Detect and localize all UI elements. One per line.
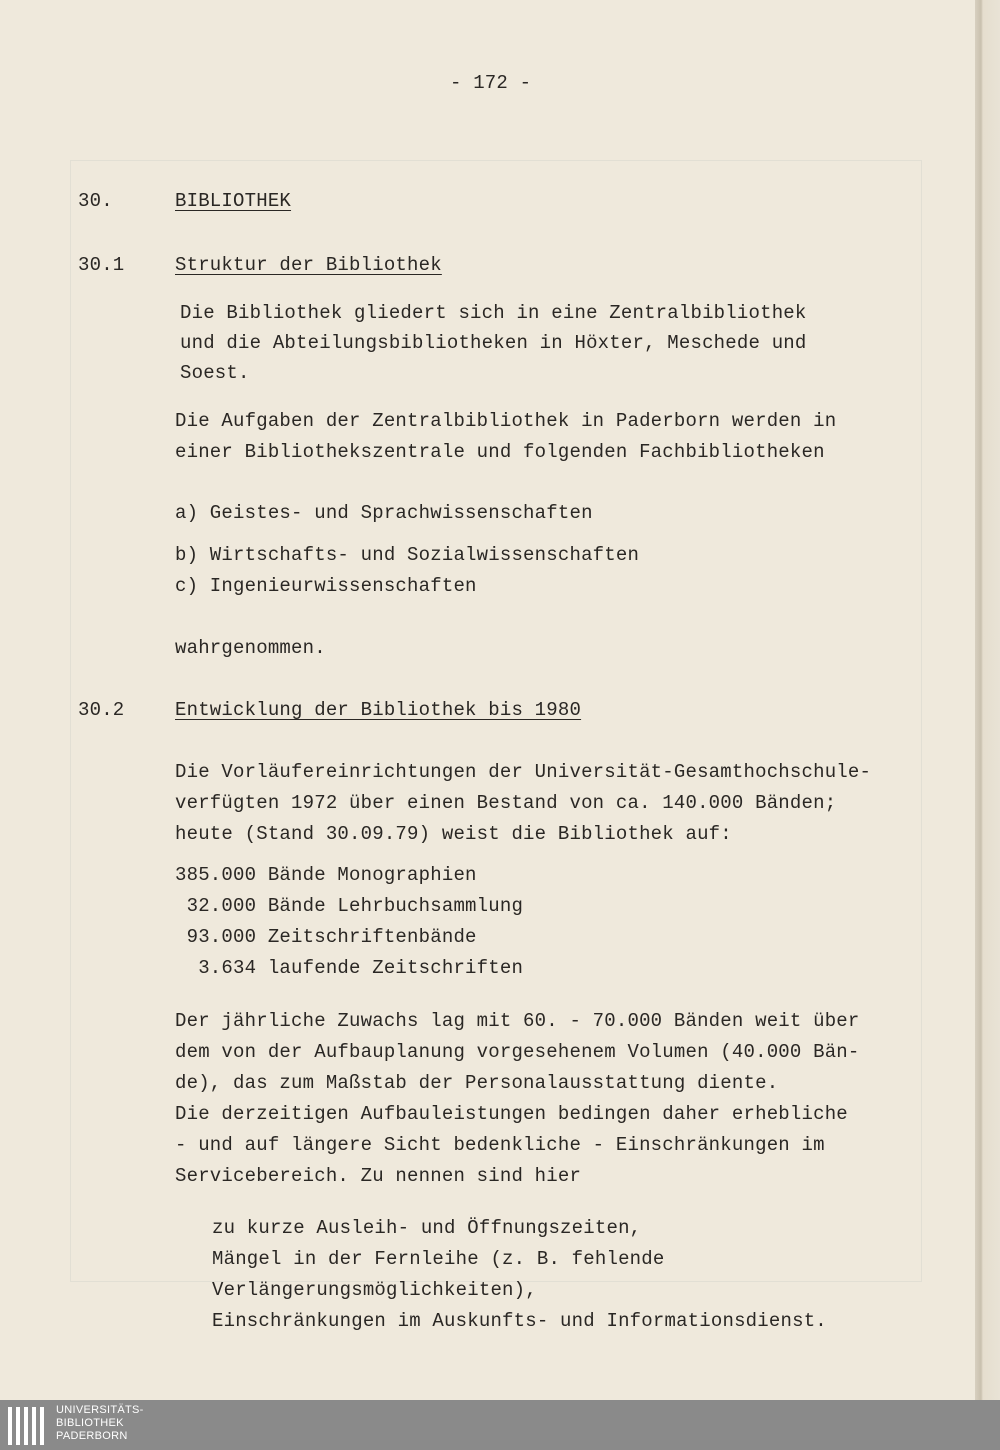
holdings-line: 32.000 Bände Lehrbuchsammlung <box>175 895 524 917</box>
paragraph-line: Die Bibliothek gliedert sich in eine Zentralbibliothek <box>180 302 807 324</box>
logo-line: PADERBORN <box>56 1430 128 1442</box>
holdings-line: 385.000 Bände Monographien <box>175 864 477 886</box>
paragraph-line: Servicebereich. Zu nennen sind hier <box>175 1165 582 1187</box>
limitation-item: Verlängerungsmöglichkeiten), <box>212 1279 537 1301</box>
paragraph-line: - und auf längere Sicht bedenkliche - Einschränkungen im <box>175 1134 825 1156</box>
page-number: - 172 - <box>450 72 532 94</box>
footer-bar <box>0 1400 1000 1450</box>
paragraph-line: de), das zum Maßstab der Personalausstattung diente. <box>175 1072 779 1094</box>
logo-line: BIBLIOTHEK <box>56 1417 124 1429</box>
paragraph-line: verfügten 1972 über einen Bestand von ca. 140.000 Bänden; <box>175 792 837 814</box>
section-number-30-2: 30.2 <box>78 699 125 721</box>
paragraph-line: einer Bibliothekszentrale und folgenden Fachbibliotheken <box>175 441 825 463</box>
list-item: b) Wirtschafts- und Sozialwissenschaften <box>175 544 640 566</box>
limitation-item: zu kurze Ausleih- und Öffnungszeiten, <box>212 1217 642 1239</box>
paragraph-line: heute (Stand 30.09.79) weist die Bibliothek auf: <box>175 823 732 845</box>
holdings-line: 3.634 laufende Zeitschriften <box>175 957 524 979</box>
library-logo-icon <box>8 1407 48 1445</box>
paragraph-line: Die Aufgaben der Zentralbibliothek in Paderborn werden in <box>175 410 837 432</box>
paragraph-line: und die Abteilungsbibliotheken in Höxter, Meschede und <box>180 332 807 354</box>
paragraph-line: wahrgenommen. <box>175 637 326 659</box>
paragraph-line: dem von der Aufbauplanung vorgesehenem Volumen (40.000 Bän- <box>175 1041 860 1063</box>
holdings-line: 93.000 Zeitschriftenbände <box>175 926 477 948</box>
paragraph-line: Soest. <box>180 362 250 384</box>
list-item: c) Ingenieurwissenschaften <box>175 575 477 597</box>
library-logo-text <box>56 1404 144 1443</box>
list-item: a) Geistes- und Sprachwissenschaften <box>175 502 593 524</box>
limitation-item: Mängel in der Fernleihe (z. B. fehlende <box>212 1248 665 1270</box>
paragraph-line: Der jährliche Zuwachs lag mit 60. - 70.000 Bänden weit über <box>175 1010 860 1032</box>
limitation-item: Einschränkungen im Auskunfts- und Informationsdienst. <box>212 1310 827 1332</box>
paragraph-line: Die Vorläufereinrichtungen der Universität-Gesamthochschule- <box>175 761 872 783</box>
page-edge <box>975 0 1000 1400</box>
section-title-30-1: Struktur der Bibliothek <box>175 254 442 276</box>
section-title-30-2: Entwicklung der Bibliothek bis 1980 <box>175 699 582 721</box>
section-title-30: BIBLIOTHEK <box>175 190 292 212</box>
section-number-30-1: 30.1 <box>78 254 125 276</box>
section-number-30: 30. <box>78 190 113 212</box>
logo-line: UNIVERSITÄTS- <box>56 1404 144 1416</box>
paragraph-line: Die derzeitigen Aufbauleistungen bedingen daher erhebliche <box>175 1103 848 1125</box>
